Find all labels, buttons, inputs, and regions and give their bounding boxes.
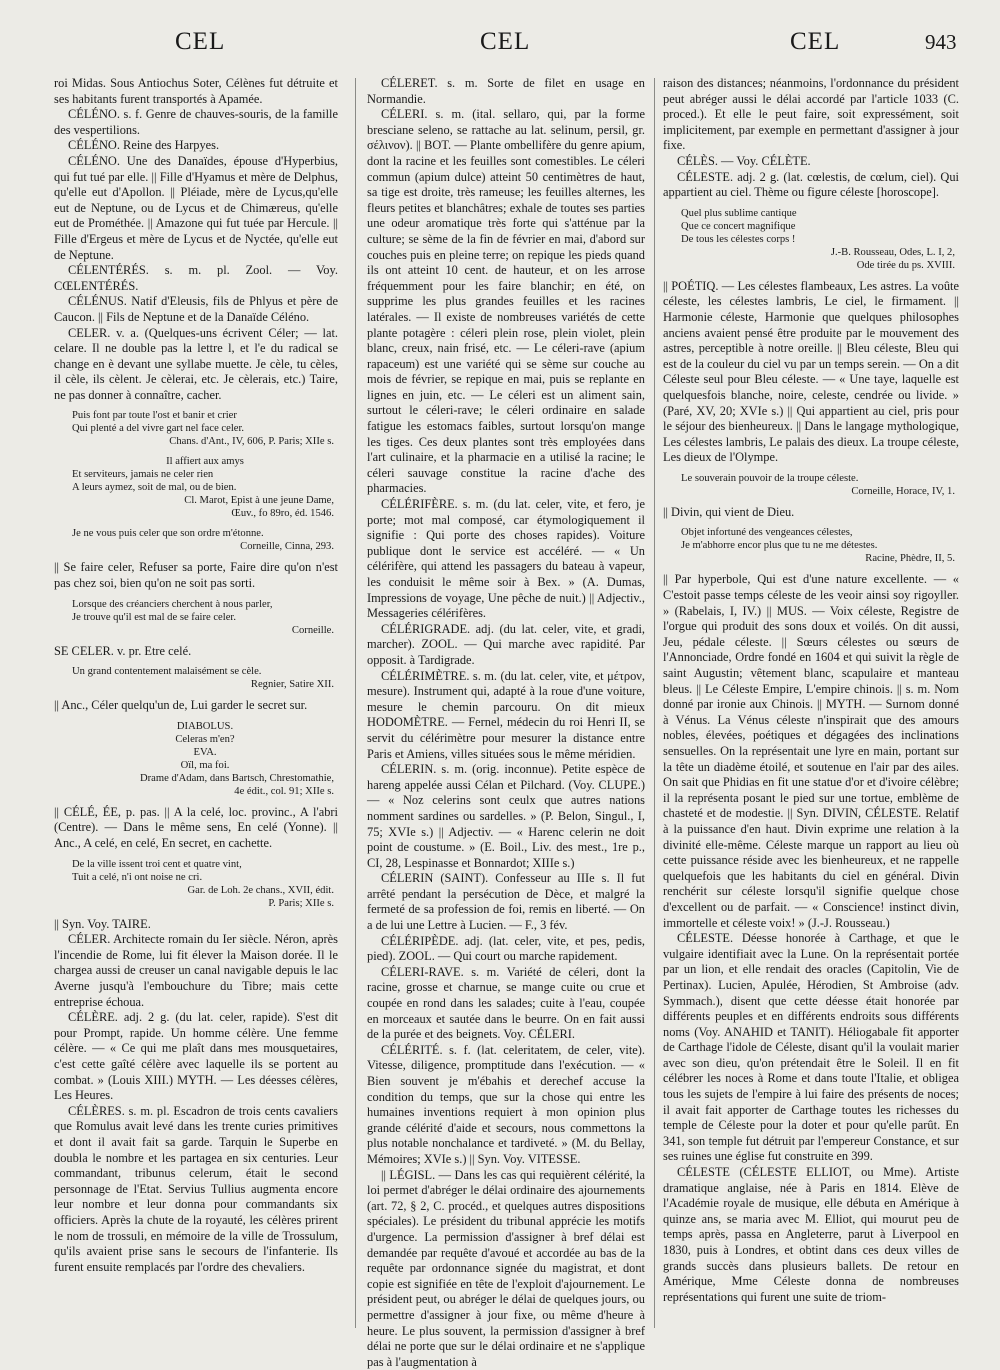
quote-line: Et serviteurs, jamais ne celer rien: [72, 469, 214, 481]
entry-celer-architect: CÉLER. Architecte romain du Ier siècle. Néron, après l'incendie de Rome, lui fit élever la Maison dorée. Il le chargea aussi de creuser un canal navigable depuis le lac Averne jusqu'à l'embouchure du Tibre; mais cette entreprise échoua.: [54, 932, 338, 1009]
column-rule-2: [654, 78, 655, 1328]
quote-line: Celeras m'en?: [175, 733, 235, 745]
quote-line: Je ne vous puis celer que son ordre m'étonne.: [72, 528, 264, 540]
quote-line: Le souverain pouvoir de la troupe céleste.: [681, 472, 859, 484]
column-rule-1: [355, 78, 356, 1328]
quote-line: De la ville issent troi cent et quatre vint,: [72, 858, 242, 870]
quote-source: 4e édit., col. 91; XIIe s.: [234, 785, 334, 797]
entry-celerimetre: CÉLÉRIMÈTRE. s. m. (du lat. celer, vite, et μέτρον, mesure). Instrument qui, adapté à la roue d'une voiture, mesure le chemin parcouru. On dit mieux HODOMÈTRE. — Fernel, médecin du roi Henri II, se servit du célérimètre pour mesurer la distance entre Paris et Amiens, villes situées sous le même méridien.: [367, 668, 645, 761]
quote-source: J.-B. Rousseau, Odes, L. I, 2,: [830, 246, 955, 258]
quotation: [54, 598, 338, 637]
entry-celeno-bat: CÉLÉNO. s. f. Genre de chauves-souris, de la famille des vespertilions.: [54, 107, 338, 137]
quote-line: A leurs aymez, soit de mal, ou de bien.: [72, 482, 237, 494]
quotation: [663, 472, 959, 498]
entry-celes: CÉLÈS. — Voy. CÉLÈTE.: [677, 153, 811, 168]
quote-source: Œuv., fo 89ro, éd. 1546.: [231, 508, 334, 520]
entry-celeri-rave: CÉLERI-RAVE. s. m. Variété de céleri, dont la racine, grosse et charnue, se mange cuite ou crue et coupée en rond dans les salades; cuite à l'eau, coupée en morceaux et sautée dans le beurre. On en fait aussi de la purée et des beignets. Voy. CÉLERI.: [367, 964, 645, 1042]
quote-source: Gar. de Loh. 2e chans., XVII, édit.: [187, 884, 334, 896]
quote-source: Racine, Phèdre, II, 5.: [865, 553, 955, 565]
entry-celenteres: CÉLENTÉRÉS. s. m. pl. Zool. — Voy. CŒLENTÉRÉS.: [54, 263, 338, 293]
entry-text: || Anc., Céler quelqu'un de, Lui garder le secret sur.: [54, 698, 308, 713]
entry-text: roi Midas. Sous Antiochus Soter, Célènes fut détruite et ses habitants furent transportés à Apamée.: [54, 76, 338, 106]
entry-se-celer: SE CELER. v. pr. Etre celé.: [54, 643, 192, 658]
quote-line: Je m'abhorre encor plus que tu ne me détestes.: [681, 540, 878, 552]
entry-celeno-danaid: CÉLÉNO. Une des Danaïdes, épouse d'Hyperbius, qui fut tué par elle. || Fille d'Hyamus et mère de Delphus, qu'elle eut d'Apollon. || Pléiade, mère de Lycus,qu'elle eut de Neptune, ou de Lycus et de Chimæreus, qu'elle eut de Prométhée. || Amazone qui fut tuée par Hercule. || Fille d'Ergeus et mère de Lycus et de Nyctée, qu'elle eut de Neptune.: [54, 153, 338, 262]
quote-source: Drame d'Adam, dans Bartsch, Chrestomathie,: [139, 772, 334, 784]
column-1: [54, 76, 338, 1326]
entry-celerite: CÉLÉRITÉ. s. f. (lat. celeritatem, de celer, vite). Vitesse, diligence, promptitude dans l'exécution. — « Bien souvent je m'ébahis et derechef accuse la condition du temps, que sur la chose qui entre les humaines inventions requiert à mon opinion plus grande célérité d'aide et secours, nous commettons la plus notable nonchalance et tardiveté. » (M. du Bellay, Mémoires; XVIe s.) || Syn. Voy. VITESSE.: [367, 1042, 645, 1166]
entry-text: raison des distances; néanmoins, l'ordonnance du président peut abréger aussi le délai accordé par l'article 1033 (C. proced.). Et elle le peut faire, soit expressément, soit implicitement, par exemple en permettant d'assigner à jour fixe.: [663, 76, 959, 153]
column-3: [663, 76, 959, 1326]
entry-celerin-saint: CÉLERIN (SAINT). Confesseur au IIIe s. Il fut arrêté pendant la persécution de Dèce, et malgré la fermeté de sa profession de foi, remis en liberté. — On a de lui une Lettre à Lucien. — F., 3 fév.: [367, 871, 645, 933]
entry-celerigrade: CÉLÉRIGRADE. adj. (du lat. celer, vite, et gradi, marcher). ZOOL. — Qui marche avec rapidité. Par opposit. à Tardigrade.: [367, 621, 645, 667]
quote-line: Puis font par toute l'ost et banir et crier: [72, 410, 237, 422]
quote-line: Objet infortuné des vengeances célestes,: [681, 527, 853, 539]
quotation: [54, 720, 338, 798]
quote-source: Regnier, Satire XII.: [250, 679, 334, 691]
quotation: [54, 858, 338, 910]
quotation: [663, 526, 959, 565]
entry-text: || Par hyperbole, Qui est d'une nature excellente. — « C'estoit passe temps céleste de les veoir ainsi soy rigoyller. » (Rabelais, I, IV.) || MUS. — Voix céleste, Registre de l'orgue qui produit des sons doux et voilés. On dit aussi, Jeu, pédale céleste. || Sœurs célestes ou sœurs de l'Annonciade, Ordre fondé en 1604 et qui suivit la règle de saint Augustin; vêtement blanc, scapulaire et manteau bleus. || Le Céleste Empire, L'empire chinois. || s. m. Nom donné par ironie aux Chinois. || MYTH. — Surnom donné à Vénus. La Vénus céleste n'inspirait que des amours nobles, élevées, poétiques et dégagées des inclinations sensuelles. On la représentait une lyre en main, portant sur la tête un diadème étoilé, et soutenue en l'air par des ailes. On sait que Phidias en fit une statue d'or et d'ivoire célèbre; il la représenta posant le pied sur une tortue, emblème de chasteté et de modestie. || Syn. DIVIN, CÉLESTE. Relatif à la puissance d'en haut. Divin exprime une relation à la divinité elle-même. Céleste marque un rapport au lieu où cette puissance réside avec les bienheureux, et ne rappelle quelquefois que les habitants du ciel en général. Divin renchérit sur céleste lorsqu'il signifie quelque chose d'excellent ou de parfait. — « Conscience! instinct divin, immortelle et céleste voix! » (J.-J. Rousseau.): [663, 572, 959, 930]
quotation: [54, 409, 338, 448]
entry-text: || Syn. Voy. TAIRE.: [54, 916, 151, 931]
quotation: [54, 527, 338, 553]
quote-line: Quel plus sublime cantique: [681, 207, 797, 219]
quote-speaker: DIABOLUS.: [176, 720, 234, 732]
entry-celeste-elliot: CÉLESTE (CÉLESTE ELLIOT, ou Mme). Artiste dramatique anglaise, née à Paris en 1814. Elève de l'Académie royale de musique, elle débuta en Amérique à quinze ans, se maria avec M. Elliot, qui mourut peu de temps après, passa en Angleterre, parut à Liverpool en 1830, puis à Londres, et obtint dans ces deux villes de grands succès dans plusieurs ballets. De retour en Amérique, Mme Céleste donna de nombreuses représentations qui furent une suite de triom-: [663, 1165, 959, 1304]
quote-source: Chans. d'Ant., IV, 606, P. Paris; XIIe s.: [169, 436, 334, 448]
quote-line: Un grand contentement malaisément se cèle.: [72, 666, 262, 678]
entry-celerifere: CÉLÉRIFÈRE. s. m. (du lat. celer, vite, et fero, je porte; mot mal composé, car étymologiquement il signifie : Qui porte des choses rapides). Voiture publique dont le service est accéléré. — « Un célérifère, qui attend les passagers du bateau à vapeur, les conduisit le même soir à Bex. » (A. Dumas, Impressions de voyage, Une pêche de nuit.) || Adjectiv., Messageries célérifères.: [367, 497, 645, 621]
running-head-center: CEL: [480, 28, 531, 55]
entry-celeri: CÉLERI. s. m. (ital. sellaro, qui, par la forme bresciane seleno, se rattache au lat. selinum, persil, gr. σέλινον). || BOT. — Plante ombellifère du genre apium, dont la racine et les feuilles sont comestibles. Le céleri commun (apium dulce) atteint 50 centimètres de haut, sa tige est droite, très rameuse; les feuilles alternes, les fleurs petites et blanchâtres; exhale de toutes ses parties une odeur aromatique très forte qui s'atténue par la culture; se sème de la fin de février en mai, d'abord sur couches puis en pleine terre; on repique les pieds quand ils ont atteint 10 cent. de hauteur, et on les arrose fréquemment pour les faire blanchir; en été, on supprime les plus grandes feuilles et les racines latérales. — Il existe de nombreuses variétés de cette plante potagère : céleri plein rose, plein violet, plein blanc, creux, nain frisé, etc. — Le céleri-rave (apium rapaceum) est une variété qui se sème sur couche au mois de février, se repique en mai, puis se replante en lignes en juin, etc. — Le céleri est un aliment sain, surtout le céleri-rave; le céleri ordinaire en salade fatigue les estomacs faibles, surtout lorsqu'on mange les tiges. Ces deux plantes sont très employées dans l'art culinaire, et la pharmacie en a utilisé la racine; le céleri sauvage constitue la racine d'ache des pharmacies.: [367, 107, 645, 496]
quotation: [54, 455, 338, 520]
entry-celenus: CÉLÉNUS. Natif d'Eleusis, fils de Phlyus et père de Caucon. || Fils de Neptune et de la Danaïde Céléno.: [54, 294, 338, 324]
entry-celeripede: CÉLÉRIPÈDE. adj. (lat. celer, vite, et pes, pedis, pied). ZOOL. — Qui court ou marche rapidement.: [367, 933, 645, 964]
entry-text: || CÉLÉ, ÉE, p. pas. || A la celé, loc. provinc., A l'abri (Centre). — Dans le même sens, En celé (Yonne). || Anc., A celé, en celé, En secret, en cachette.: [54, 804, 338, 851]
quote-line: Tuit a celé, n'i ont noise ne cri.: [72, 871, 203, 883]
column-2: [367, 76, 645, 1369]
quote-line: Qui plenté a del vivre gart nel face celer.: [72, 423, 245, 435]
entry-celeste-adj: CÉLESTE. adj. 2 g. (lat. cœlestis, de cœlum, ciel). Qui appartient au ciel. Thème ou figure céleste [horoscope].: [663, 169, 959, 200]
entry-text: || LÉGISL. — Dans les cas qui requièrent célérité, la loi permet d'abréger le délai ordinaire des ajournements (art. 72, § 2, C. procéd., et quelques autres dispositions spéciales). Le président du tribunal apprécie les motifs d'urgence. La permission d'assigner à bref délai est demandée par requête d'avoué et accordée au bas de la requête par ordonnance signée du magistrat, et dont copie est signifiée en tête de l'exploit d'ajournement. Le président peut, ou abréger le délai de quelques jours, ou permettre d'assigner à jour fixe, ou même d'heure à heure. Le plus souvent, la permission d'assigner à bref délai ne porte que sur le délai ordinaire et ne s'applique pas à l'augmentation à: [367, 1167, 645, 1369]
entry-celere: CÉLÈRE. adj. 2 g. (du lat. celer, rapide). S'est dit pour Prompt, rapide. Un homme célère. Une femme célère. — « Ce qui me plaît dans mes mousquetaires, c'est cette gaîté célère avec laquelle ils se portent au combat. » (Louis XIII.) MYTH. — Les déesses célères, Les Heures.: [54, 1010, 338, 1103]
entry-celer: CELER. v. a. (Quelques-uns écrivent Céler; — lat. celare. Il ne double pas la lettre l, et l'e du radical se change en è devant une syllabe muette. Je cèle, tu cèles, il cèle, ils cèlent. Je cèlerai, etc. Je cèlerais, etc.) Taire, ne pas donner à connaître, cacher.: [54, 325, 338, 402]
entry-celeno-harpy: CÉLÉNO. Reine des Harpyes.: [68, 138, 220, 153]
quote-line: Il affiert aux amys: [166, 456, 244, 468]
quote-speaker: EVA.: [193, 746, 217, 758]
quote-source: Cl. Marot, Epist à une jeune Dame,: [184, 495, 334, 507]
quote-line: Je trouve qu'il est mal de se faire celer.: [72, 611, 236, 623]
quotation: [663, 207, 959, 272]
quote-line: Oïl, ma foi.: [180, 759, 230, 771]
page-number: 943: [925, 30, 957, 54]
entry-celerin: CÉLERIN. s. m. (orig. inconnue). Petite espèce de hareng appelée aussi Célan et Pilchard. (Voy. CLUPE.) — « Noz celerins sont ceulx que autres nations nomment sardines ou sardelles. » (P. Belon, Singul., I, 75; XVIe s.) || Adjectiv. — « Harenc celerin ne doit point de coustume. » (E. Boil., Liv. des mest., 1re p., CI, 28, Lespinasse et Bonnardot; XIIIe s.): [367, 762, 645, 870]
entry-text: || Divin, qui vient de Dieu.: [663, 504, 795, 519]
quote-source: Corneille, Horace, IV, 1.: [851, 485, 955, 497]
running-head-right: CEL: [790, 28, 841, 55]
entry-celeret: CÉLERET. s. m. Sorte de filet en usage en Normandie.: [367, 76, 645, 106]
quote-line: De tous les célestes corps !: [681, 233, 796, 245]
entry-text: || POÉTIQ. — Les célestes flambeaux, Les astres. La voûte céleste, les célestes lambris, Le ciel, le firmament. || Harmonie céleste, Harmonie que quelques philosophes anciens avaient pensé être produite par le mouvement des astres, perceptible à notre oreille. || Bleu céleste, Bleu qui est de la couleur du ciel vu par un temps serein. — On a dit Céleste seul pour Bleu céleste. — « Une taye, laquelle est quelquesfois blanche, noire, celeste, cendrée ou livide. » (Paré, XV, 20; XVIe s.) || Qui appartient au ciel, pris pour le séjour des bienheureux. || Dans le langage mythologique, Les célestes lambris, Le palais des dieux. La troupe céleste, Les dieux de l'Olympe.: [663, 278, 959, 465]
quote-source: Corneille, Cinna, 293.: [240, 541, 334, 553]
entry-celeste-goddess: CÉLESTE. Déesse honorée à Carthage, et que le vulgaire identifiait avec la Lune. On la représentait portée par un lion, et elle rendait des oracles (Capitolin, Vie de Pertinax). Lucien, Apulée, Hérodien, St Ambroise (adv. Symmach.), disent que cette déesse était honorée par différents peuples et en différents endroits sous différents noms (Voy. ANAHID et TANIT). Héliogabale fit apporter de Carthage l'idole de Céleste, disant qu'il la voulait marier avec son dieu, qu'on prétendait être le Soleil. Il en fit célébrer les noces à Rome et dans toute l'Italie, et obligea tous les sujets de l'empire à lui faire des présents de noces; il avait fait apporter de Carthage toutes les richesses du temple de Céleste pour la doter et pour qu'elle parût. En 341, son temple fut détruit par l'empereur Constance, et sur ses ruines une église fut construite en 399.: [663, 931, 959, 1164]
running-head-left: CEL: [175, 28, 226, 55]
quote-source: Corneille.: [291, 624, 334, 636]
quote-line: Lorsque des créanciers cherchent à nous parler,: [72, 598, 273, 610]
entry-celeres: CÉLÈRES. s. m. pl. Escadron de trois cents cavaliers que Romulus avait levé dans les trente curies primitives et dont il avait fait sa garde. Tarquin le Superbe en doubla le nombre et les partagea en six centuries. Leur commandant, tribunus celerum, était le second personnage de l'Etat. Servius Tullius augmenta encore leur nombre et leur donna pour commandants six officiers. Après la chute de la royauté, les célères prirent le nom de trossuli, en mémoire de la ville de Trossulum, qu'ils avaient prise sans le secours de l'infanterie. Ils furent ensuite remplacés par l'ordre des chevaliers.: [54, 1103, 338, 1274]
quote-source: Ode tirée du ps. XVIII.: [856, 259, 955, 271]
quotation: [54, 665, 338, 691]
quote-line: Que ce concert magnifique: [681, 220, 796, 232]
quote-source: P. Paris; XIIe s.: [268, 897, 334, 909]
entry-text: || Se faire celer, Refuser sa porte, Faire dire qu'on n'est pas chez soi, bien qu'on ne soit pas sorti.: [54, 560, 338, 591]
